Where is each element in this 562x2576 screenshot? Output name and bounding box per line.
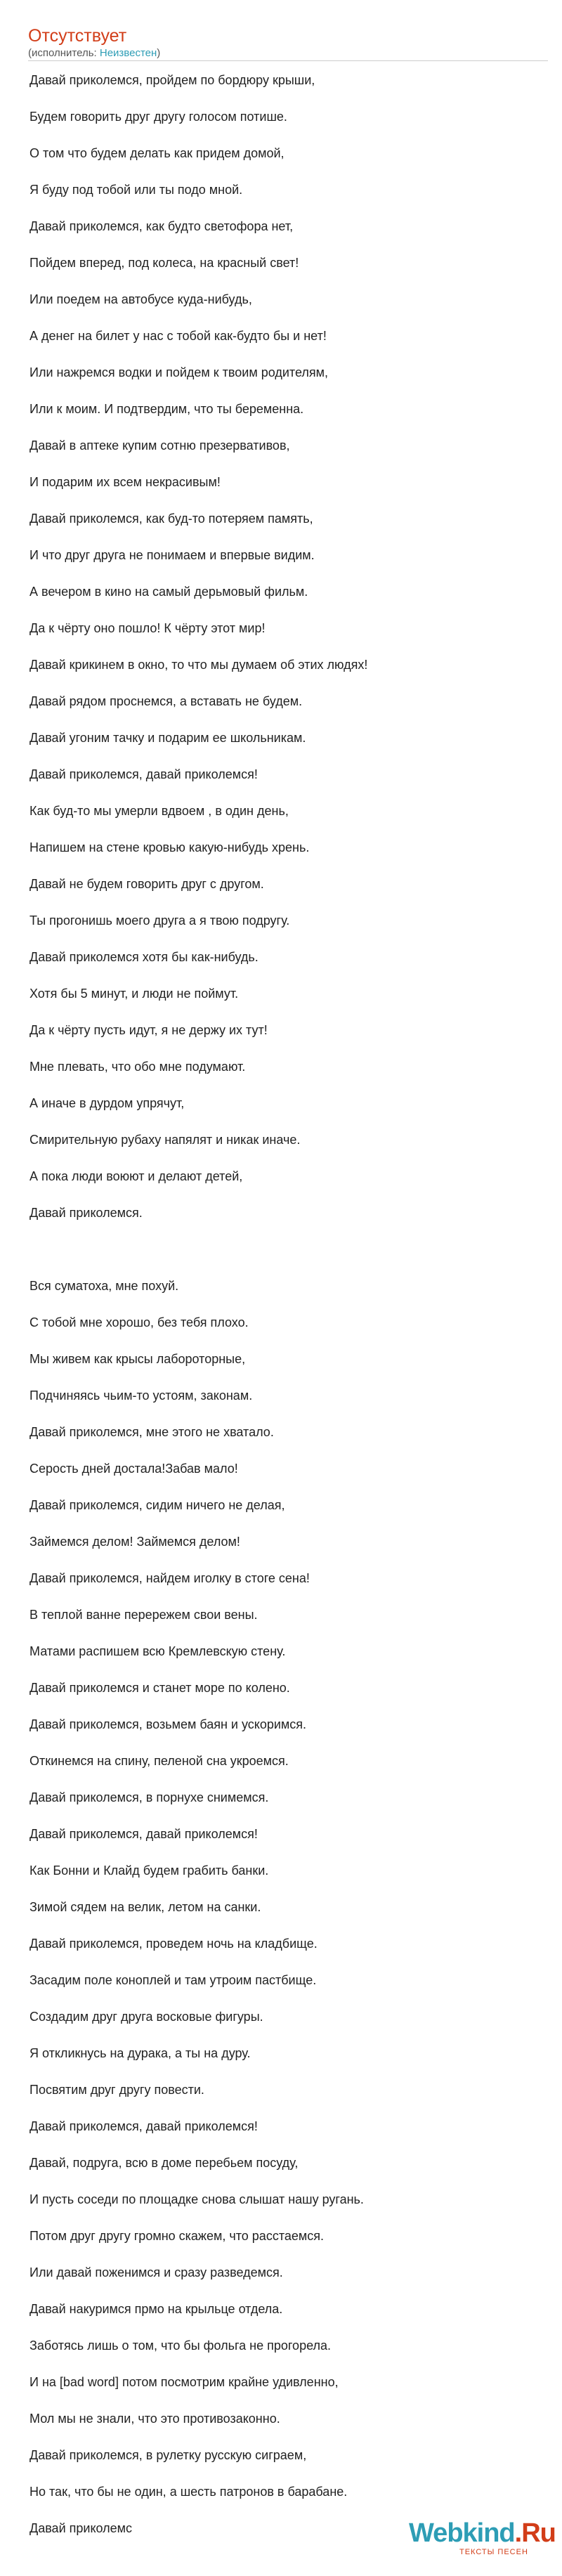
lyric-line: Будем говорить друг другу голосом потише. — [30, 110, 287, 124]
lyric-line: Серость дней достала!Забав мало! — [30, 1462, 238, 1476]
lyric-line: Зимой сядем на велик, летом на санки. — [30, 1900, 261, 1914]
lyric-line: Давай не будем говорить друг с другом. — [30, 877, 264, 891]
lyric-line: Давай приколемся. — [30, 1206, 143, 1220]
lyric-line: Хотя бы 5 минут, и люди не поймут. — [30, 987, 239, 1001]
lyric-line: Потом друг другу громно скажем, что расстаемся. — [30, 2229, 325, 2243]
lyric-line: Мы живем как крысы лабороторные, — [30, 1352, 246, 1366]
lyric-line: Давай приколемся, найдем иголку в стоге сена! — [30, 1571, 310, 1585]
lyric-line: А вечером в кино на самый дерьмовый фильм. — [30, 585, 308, 599]
lyric-line: Давай приколемся, давай приколемся! — [30, 1827, 258, 1841]
lyric-line: Давай приколемся, в рулетку русскую сиграем, — [30, 2448, 307, 2462]
lyric-line: Засадим поле коноплей и там утроим пастбище. — [30, 1973, 317, 1987]
lyric-line: Или давай поженимся и сразу разведемся. — [30, 2265, 283, 2279]
lyric-line: Подчиняясь чьим-то устоям, законам. — [30, 1388, 253, 1403]
lyric-line: Но так, что бы не один, а шесть патронов в барабане. — [30, 2485, 348, 2499]
lyric-line: Займемся делом! Займемся делом! — [30, 1535, 240, 1549]
lyric-line: Давай в аптеке купим сотню презервативов, — [30, 438, 290, 453]
lyric-line: Давай приколемся, как буд-то потеряем память, — [30, 512, 313, 526]
lyric-line: Пойдем вперед, под колеса, на красный свет! — [30, 256, 299, 270]
lyric-line: А денег на билет у нас с тобой как-будто бы и нет! — [30, 329, 327, 343]
lyric-line: Давай приколемся, в порнухе снимемся. — [30, 1790, 269, 1804]
lyric-line: Как буд-то мы умерли вдвоем , в один день, — [30, 804, 289, 818]
lyric-line: Давай рядом проснемся, а вставать не будем. — [30, 694, 303, 708]
lyric-line: И что друг друга не понимаем и впервые видим. — [30, 548, 315, 562]
lyric-line: Или к моим. И подтвердим, что ты беременна. — [30, 402, 304, 416]
lyric-line: И пусть соседи по площадке снова слышат нашу ругань. — [30, 2192, 364, 2206]
performer-line — [28, 46, 548, 60]
lyric-line: Давай приколемся, как будто светофора нет, — [30, 219, 294, 233]
lyric-line: Давай, подруга, всю в доме перебьем посуду, — [30, 2156, 299, 2170]
lyric-line: Матами распишем всю Кремлевскую стену. — [30, 1644, 286, 1658]
lyric-line: Или нажремся водки и пойдем к твоим родителям, — [30, 365, 328, 379]
lyric-line: Создадим друг друга восковые фигуры. — [30, 2010, 263, 2024]
lyric-line: Давай приколемся, возьмем баян и ускоримся. — [30, 1717, 307, 1731]
performer-link[interactable]: Неизвестен — [99, 47, 157, 59]
song-title: Отсутствует — [28, 26, 127, 46]
lyric-line: Давай крикинем в окно, то что мы думаем об этих людях! — [30, 658, 368, 672]
lyric-line: И подарим их всем некрасивым! — [30, 475, 221, 489]
lyric-line: Давай приколемся, давай приколемся! — [30, 2119, 258, 2133]
lyric-line: Давай накуримся прмо на крыльце отдела. — [30, 2302, 283, 2316]
lyric-line: Давай приколемся и станет море по колено. — [30, 1681, 290, 1695]
lyric-line: Давай приколемся хотя бы как-нибудь. — [30, 950, 259, 964]
lyric-line: Ты прогонишь моего друга а я твою подругу. — [30, 913, 290, 928]
logo-main-text: Webkind — [409, 2518, 515, 2548]
lyric-line: Я буду под тобой или ты подо мной. — [30, 183, 243, 197]
lyric-line: Да к чёрту оно пошло! К чёрту этот мир! — [30, 621, 266, 635]
lyric-line: О том что будем делать как придем домой, — [30, 146, 285, 160]
lyric-line: Давай приколемс — [30, 2521, 133, 2535]
lyric-line: Давай приколемся, пройдем по бордюру крыши, — [30, 73, 315, 87]
stanza-break — [30, 1231, 549, 1268]
lyric-line: Заботясь лишь о том, что бы фольга не прогорела. — [30, 2338, 332, 2353]
performer-prefix: (исполнитель: — [28, 47, 100, 59]
webkind-logo[interactable] — [409, 2517, 556, 2566]
lyric-line: Мол мы не знали, что это противозаконно. — [30, 2412, 280, 2426]
lyric-line: А иначе в дурдом упрячут, — [30, 1096, 185, 1110]
lyric-line: Давай угоним тачку и подарим ее школьникам. — [30, 731, 306, 745]
song-header — [28, 25, 548, 60]
logo-tagline: ТЕКСТЫ ПЕСЕН — [459, 2548, 528, 2556]
lyric-line: И на [bad word] потом посмотрим крайне удивленно, — [30, 2375, 339, 2389]
lyric-line: А пока люди воюют и делают детей, — [30, 1169, 243, 1183]
lyric-line: Я откликнусь на дурака, а ты на дуру. — [30, 2046, 251, 2060]
lyric-line: Смирительную рубаху напялят и никак иначе. — [30, 1133, 301, 1147]
lyric-line: Мне плевать, что обо мне подумают. — [30, 1060, 246, 1074]
lyric-line: Вся суматоха, мне похуй. — [30, 1279, 179, 1293]
lyric-line: Да к чёрту пусть идут, я не держу их тут! — [30, 1023, 268, 1037]
lyric-line: Откинемся на спину, пеленой сна укроемся. — [30, 1754, 289, 1768]
lyric-line: В теплой ванне перережем свои вены. — [30, 1608, 258, 1622]
lyrics-body — [30, 62, 549, 2546]
lyric-line: Посвятим друг другу повести. — [30, 2083, 204, 2097]
lyric-line: Напишем на стене кровью какую-нибудь хрень. — [30, 840, 310, 854]
lyric-line: Давай приколемся, проведем ночь на кладбище. — [30, 1937, 318, 1951]
lyric-line: С тобой мне хорошо, без тебя плохо. — [30, 1315, 249, 1329]
logo-tld: .Ru — [514, 2518, 556, 2548]
logo-wordmark — [409, 2517, 556, 2549]
header-divider — [28, 60, 548, 61]
lyric-line: Как Бонни и Клайд будем грабить банки. — [30, 1863, 269, 1878]
lyric-line: Давай приколемся, сидим ничего не делая, — [30, 1498, 285, 1512]
performer-suffix: ) — [157, 47, 161, 59]
lyric-line: Или поедем на автобусе куда-нибудь, — [30, 292, 252, 306]
lyric-line: Давай приколемся, давай приколемся! — [30, 767, 258, 781]
lyric-line: Давай приколемся, мне этого не хватало. — [30, 1425, 274, 1439]
